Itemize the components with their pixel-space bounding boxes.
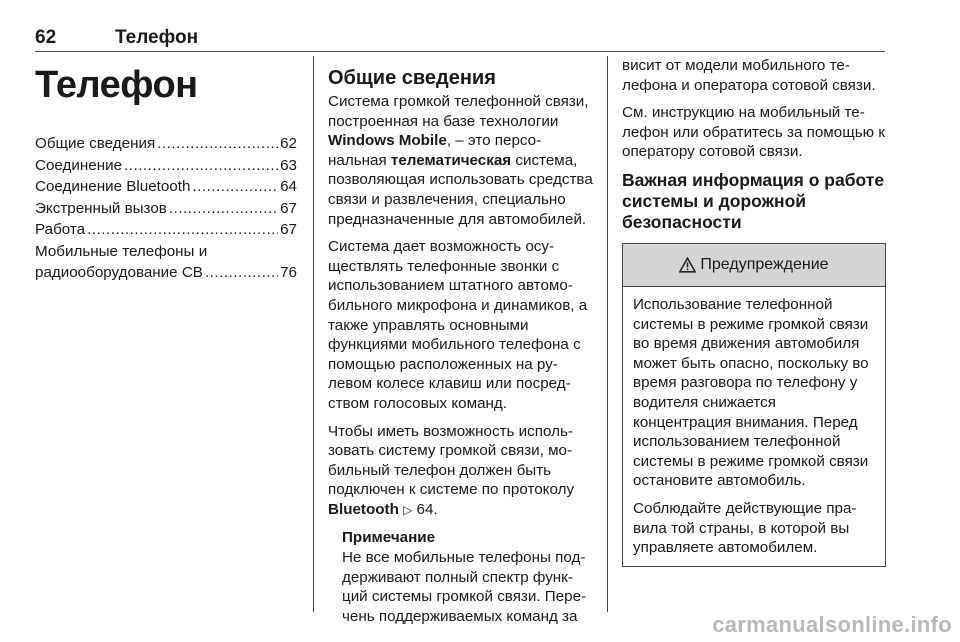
chapter-title: Телефон [35,64,198,106]
warning-triangle-icon [679,257,696,273]
toc-item-page: 64 [280,178,297,195]
warning-text-1: Использование телефонной системы в режиме громкой связи во время движения автомобиля может быть опасно, поскольку во время разговора по телефону у водителя снижается концентрация внимания. Перед использованием телефонной системы в режиме громкой связи остановите автомобиль. [633,295,869,490]
toc-leader-dots [205,262,278,284]
running-title: Телефон [115,27,199,48]
warning-header [623,244,885,287]
text-column-3 [622,56,886,567]
watermark: carmanualsonline.info [712,612,952,637]
note-block [342,528,593,626]
page-header [35,25,885,52]
toc-item[interactable] [35,198,297,220]
toc-item-label: Соединение [35,156,123,174]
toc-item-page: 67 [280,199,297,217]
section-title: Общие сведения [328,67,496,89]
warning-text-2: Соблюдайте действующие правила той страны, в которой вы управляете автомобилем. [633,499,857,557]
toc-leader-dots [192,176,278,198]
toc-item-page: 62 [280,135,297,152]
toc-list [35,133,297,241]
text-column-2 [328,56,593,634]
paragraph-instructions: См. инструкцию на мобильный телефон или обратитесь за помощью к оператору сотовой связи. [622,104,885,161]
page-number: 62 [35,27,57,48]
toc-leader-dots [169,198,278,220]
warning-box [622,243,886,567]
toc-item-label: Соединение Bluetooth [35,178,191,195]
paragraph-intro: Система громкой телефонной связи, построенная на базе технологии Windows Mobile, – это персональная телематическая система, позволяющая использовать средства связи и развлечения, специально предназначенные для автомобилей. [328,93,593,228]
toc-item-label: Экстренный вызов [35,199,167,217]
toc-item[interactable] [35,133,297,155]
toc-leader-dots [87,219,278,241]
toc-item-label: Работа [35,221,86,238]
safety-section-title: Важная информация о работе системы и дорожной безопасности [622,169,885,232]
paragraph-features: Система дает возможность осуществлять телефонные звонки с использованием штатного автомобильного микрофона и динамиков, а также управлять основными функциями мобильного телефона с помощью расположенных на рулевом колесе клавиш или посредством голосовых команд. [328,238,588,412]
warning-body [623,287,885,558]
toc-leader-dots [157,133,278,155]
toc-item-page: 63 [280,156,297,174]
column-divider-1 [313,56,314,612]
toc-column [35,56,297,284]
cross-reference-arrow-icon[interactable]: ▷ [403,502,413,517]
toc-item-label-line1: Мобильные телефоны и [35,242,208,260]
note-text: Не все мобильные телефоны поддерживают полный спектр функций системы громкой связи. Перечень поддерживаемых команд за [342,549,587,625]
toc-item-multiline[interactable] [35,241,297,284]
toc-item-label-line2: радиооборудование CB [35,264,203,281]
toc-leader-dots [124,155,278,177]
toc-item-page: 76 [280,264,297,281]
toc-item[interactable] [35,176,297,198]
toc-item[interactable] [35,155,297,177]
column-divider-2 [607,56,608,612]
toc-item-label: Общие сведения [35,135,156,152]
note-title: Примечание [342,529,436,547]
toc-item-page: 67 [280,221,297,238]
toc-item[interactable] [35,219,297,241]
paragraph-bluetooth: Чтобы иметь возможность использовать систему громкой связи, мобильный телефон должен быть подключен к системе по протоколу Bluetooth ▷ 64. [328,422,575,518]
note-text-continued: висит от модели мобильного телефона и оператора сотовой связи. [622,57,876,94]
warning-label: Предупреждение [700,255,829,273]
